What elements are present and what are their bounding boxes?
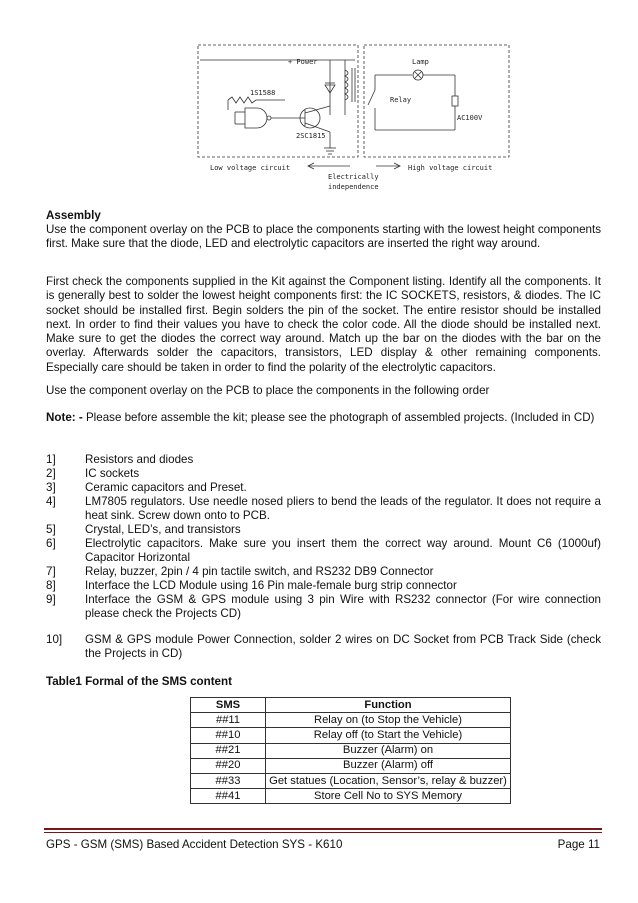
list-item: 9] Interface the GSM & GPS module using 3 pin Wire with RS232 connector (For wire connection please check the Projects CD): [46, 593, 601, 621]
footer-rule-thin: [44, 832, 602, 833]
independence-label-2: independence: [328, 183, 379, 191]
column-header-function: Function: [266, 698, 511, 713]
list-item: 6] Electrolytic capacitors. Make sure you insert them the correct way around. Mount C6 (1000uf) Capacitor Horizontal: [46, 537, 601, 565]
list-item: 1] Resistors and diodes: [46, 453, 194, 466]
list-item: 3] Ceramic capacitors and Preset.: [46, 481, 247, 494]
list-item: 8] Interface the LCD Module using 16 Pin male-female burg strip connector: [46, 579, 457, 592]
footer-rule: [44, 828, 602, 830]
diode-label: 1S1588: [250, 89, 276, 97]
table-row: ##20 Buzzer (Alarm) off: [191, 758, 511, 773]
footer-title: GPS - GSM (SMS) Based Accident Detection SYS - K610: [46, 838, 343, 851]
assembly-paragraph-2: First check the components supplied in the Kit against the Component listing. Identify all the components. It is generally best to solder the lowest height components first: the IC SOCKETS, resistors, & diodes. The IC socket should be installed first. Begin solders the pin of the socket. The entire resistor should be installed next. In order to find their values you have to check the color code. All the diode should be installed next. Make sure to get the diodes the correct way around. Match up the bar on the diodes with the bar on the overlay. Afterwards solder the capacitors, transistors, LED display & other remaining components. Especially care should be taken in order to find the polarity of the electrolytic capacitors.: [46, 275, 601, 374]
table-title: Table1 Formal of the SMS content: [46, 675, 232, 688]
table-header-row: [191, 698, 511, 713]
list-item: 5] Crystal, LED’s, and transistors: [46, 523, 241, 536]
independence-label-1: Electrically: [328, 173, 379, 181]
power-label: + Power: [288, 58, 318, 66]
table-row: ##21 Buzzer (Alarm) on: [191, 743, 511, 758]
transistor-label: 2SC1815: [296, 132, 326, 140]
high-voltage-label: High voltage circuit: [408, 164, 493, 172]
lamp-label: Lamp: [412, 58, 429, 66]
column-header-sms: SMS: [191, 698, 266, 713]
table-row: ##11 Relay on (to Stop the Vehicle): [191, 713, 511, 728]
relay-circuit-diagram: [190, 40, 515, 200]
list-item: 2] IC sockets: [46, 467, 140, 480]
table-row: ##33 Get statues (Location, Sensor’s, relay & buzzer): [191, 773, 511, 788]
list-item: 10] GSM & GPS module Power Connection, solder 2 wires on DC Socket from PCB Track Side (check the Projects in CD): [46, 633, 601, 661]
assembly-paragraph-3: Use the component overlay on the PCB to place the components in the following order: [46, 384, 490, 397]
sms-table: [190, 697, 511, 804]
relay-label: Relay: [390, 96, 412, 104]
table-row: ##41 Store Cell No to SYS Memory: [191, 789, 511, 804]
list-item: 7] Relay, buzzer, 2pin / 4 pin tactile switch, and RS232 DB9 Connector: [46, 565, 434, 578]
table-row: ##10 Relay off (to Start the Vehicle): [191, 728, 511, 743]
assembly-paragraph-1: Use the component overlay on the PCB to place the components starting with the lowest height components first. Make sure that the diode, LED and electrolytic capacitors are inserted the right way around.: [46, 223, 601, 251]
list-item: 4] LM7805 regulators. Use needle nosed pliers to bend the leads of the regulator. It does not require a heat sink. Screw down onto to PCB.: [46, 495, 601, 523]
low-voltage-label: Low voltage circuit: [210, 164, 291, 172]
note-label: Note: -: [46, 411, 83, 424]
page-number: Page 11: [557, 838, 600, 851]
note-text: Please before assemble the kit; please see the photograph of assembled projects. (Included in CD): [82, 411, 595, 424]
assembly-heading: Assembly: [46, 209, 101, 222]
note-paragraph: [46, 411, 601, 425]
ac-label: AC100V: [457, 114, 483, 122]
